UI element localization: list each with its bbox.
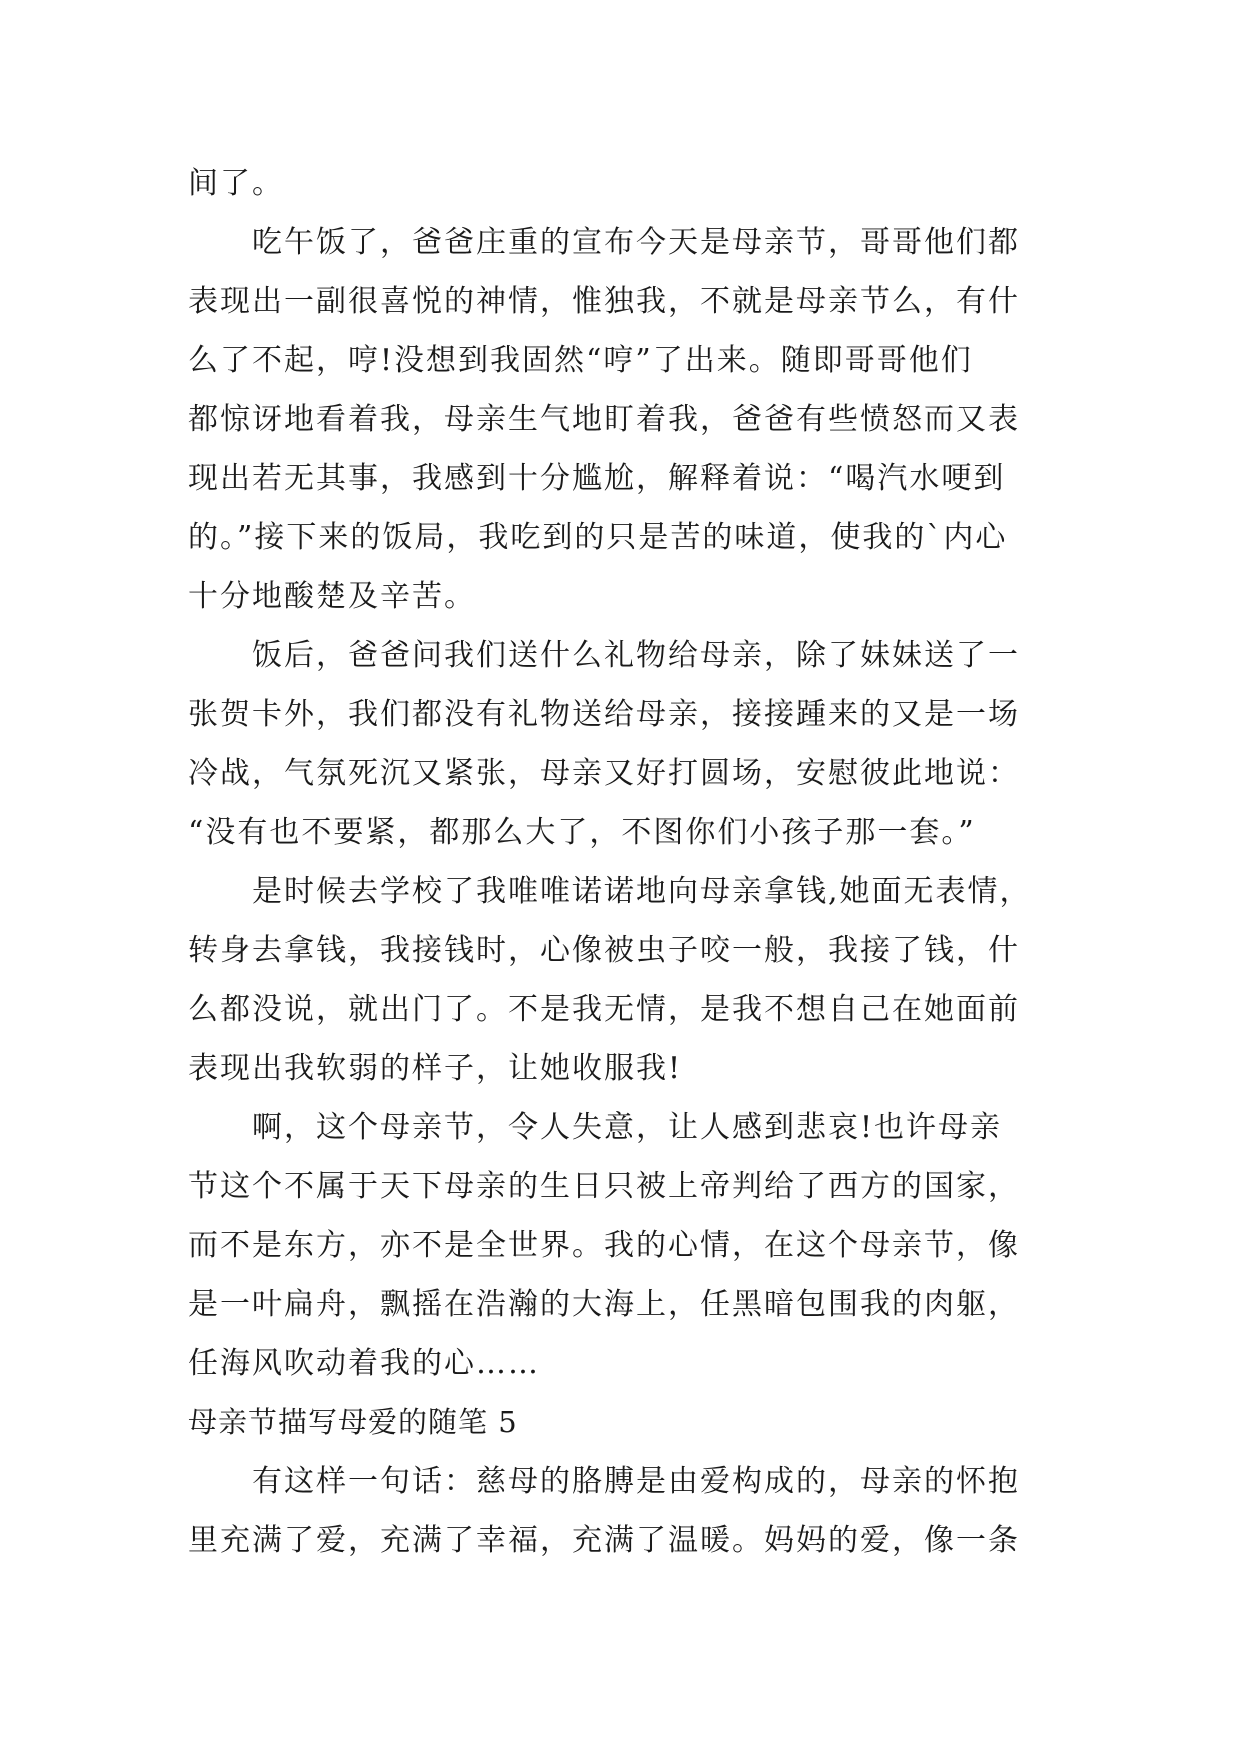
text-line: 现出若无其事，我感到十分尴尬，解释着说：“喝汽水哽到: [188, 461, 1006, 496]
text-line: 是一叶扁舟，飘摇在浩瀚的大海上，任黑暗包围我的肉躯，: [188, 1287, 1020, 1322]
text-line: 么都没说，就出门了。不是我无情，是我不想自己在她面前: [188, 992, 1020, 1027]
text-line: “没有也不要紧，都那么大了，不图你们小孩子那一套。”: [188, 815, 976, 850]
text-line: 都惊讶地看着我，母亲生气地盯着我，爸爸有些愤怒而又表: [188, 402, 1020, 437]
paragraph-start-line: 吃午饭了，爸爸庄重的宣布今天是母亲节，哥哥他们都: [252, 225, 1020, 260]
text-line: 十分地酸楚及辛苦。: [188, 579, 476, 614]
text-line: 张贺卡外，我们都没有礼物送给母亲，接接踵来的又是一场: [188, 697, 1020, 732]
text-line: 而不是东方，亦不是全世界。我的心情，在这个母亲节，像: [188, 1228, 1020, 1263]
text-line: 任海风吹动着我的心……: [188, 1346, 540, 1381]
body-text: [188, 154, 1058, 1570]
paragraph-start-line: 有这样一句话：慈母的胳膊是由爱构成的，母亲的怀抱: [252, 1464, 1020, 1499]
text-line: 表现出一副很喜悦的神情，惟独我，不就是母亲节么，有什: [188, 284, 1020, 319]
text-line: 表现出我软弱的样子，让她收服我!: [188, 1051, 683, 1086]
text-line: 么了不起，哼!没想到我固然“哼”了出来。随即哥哥他们: [188, 343, 973, 378]
paragraph-start-line: 是时候去学校了我唯唯诺诺地向母亲拿钱,她面无表情，: [252, 874, 1032, 909]
text-line: 转身去拿钱，我接钱时，心像被虫子咬一般，我接了钱，什: [188, 933, 1020, 968]
text-line: 的。”接下来的饭局，我吃到的只是苦的味道，使我的`内心: [188, 520, 1008, 555]
text-line: 里充满了爱，充满了幸福，充满了温暖。妈妈的爱，像一条: [188, 1523, 1020, 1558]
text-line: 节这个不属于天下母亲的生日只被上帝判给了西方的国家，: [188, 1169, 1020, 1204]
text-line: 冷战，气氛死沉又紧张，母亲又好打圆场，安慰彼此地说：: [188, 756, 1020, 791]
section-heading: 母亲节描写母爱的随笔 5: [188, 1405, 518, 1439]
text-line: 间了。: [188, 166, 284, 201]
paragraph-start-line: 啊，这个母亲节，令人失意，让人感到悲哀!也许母亲: [252, 1110, 1003, 1145]
paragraph-start-line: 饭后，爸爸问我们送什么礼物给母亲，除了妹妹送了一: [252, 638, 1020, 673]
